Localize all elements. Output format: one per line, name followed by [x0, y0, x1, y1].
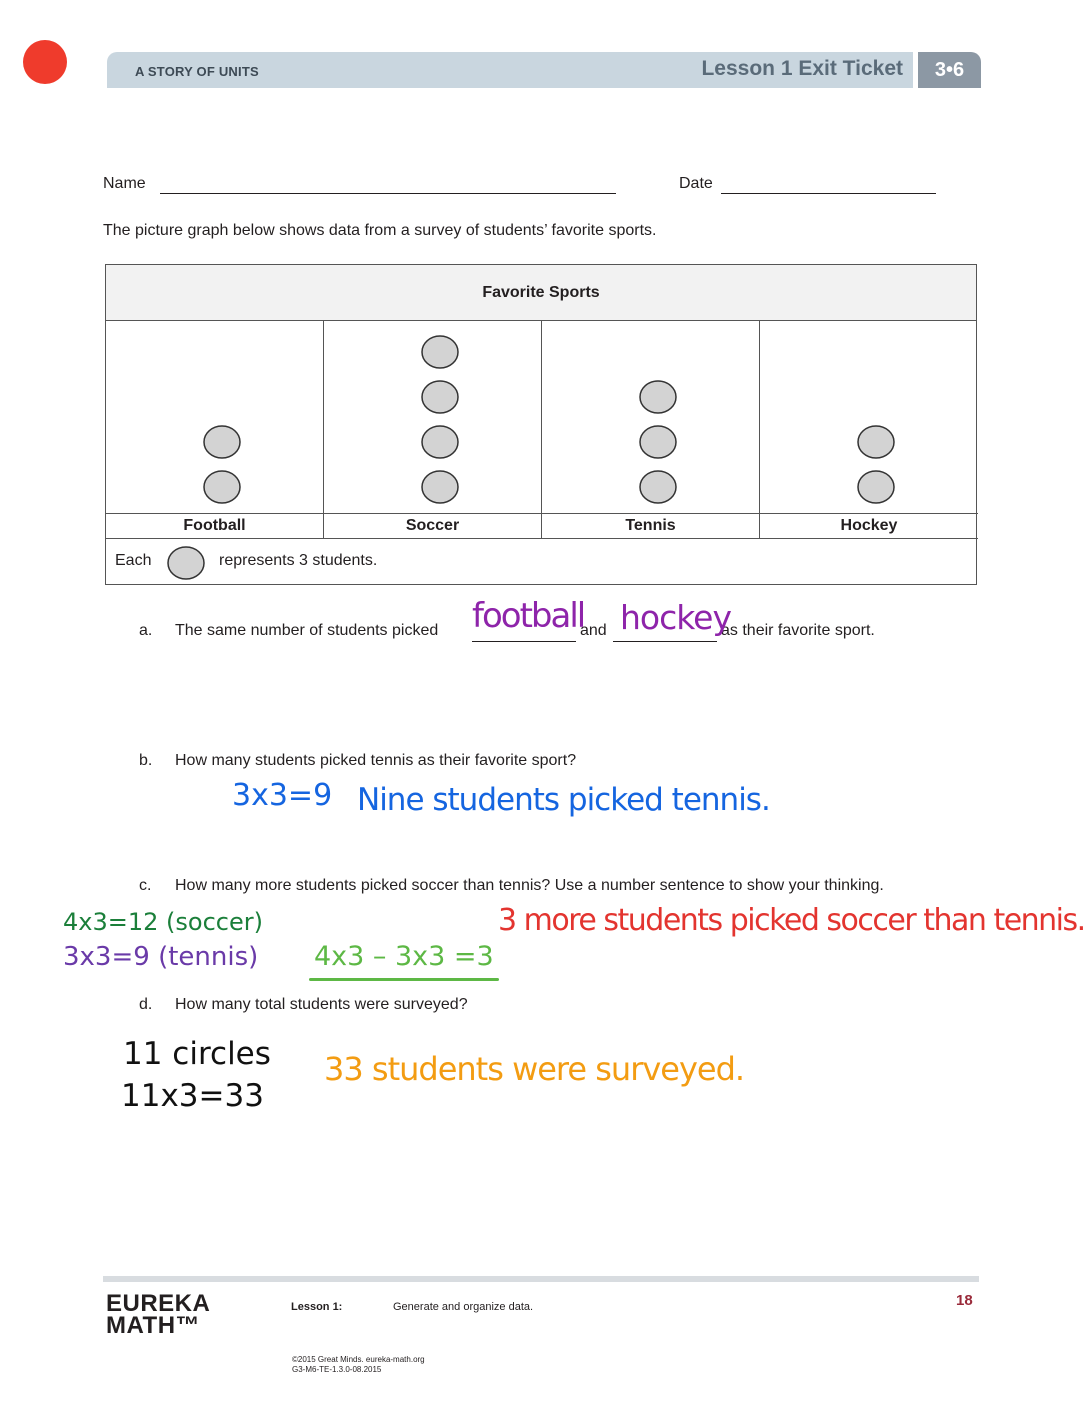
- category-label-hockey: Hockey: [760, 513, 978, 539]
- name-field[interactable]: [160, 193, 616, 194]
- red-dot-marker: [23, 40, 67, 84]
- pictograph-soccer: [324, 321, 542, 513]
- key-represents-label: represents 3 students.: [219, 552, 378, 569]
- tennis-circle-1: [640, 471, 676, 503]
- footer-lesson-label: Lesson 1:: [291, 1301, 343, 1313]
- hockey-circle-1: [858, 471, 894, 503]
- handwritten-underline: [309, 978, 499, 981]
- graph-column-tennis: [542, 321, 760, 539]
- logo-line-2: MATH™: [106, 1312, 201, 1339]
- football-circle-1: [204, 471, 240, 503]
- handwritten-d-work-2: 11x3=33: [121, 1078, 264, 1114]
- grade-module-badge: 3•6: [918, 52, 981, 88]
- graph-key: [106, 539, 976, 585]
- answer-a-blank-2[interactable]: [613, 641, 717, 642]
- soccer-circle-3: [422, 381, 458, 413]
- handwritten-d-answer: 33 students were surveyed.: [324, 1050, 745, 1088]
- key-circle-icon: [166, 545, 208, 581]
- handwritten-c-soccer: 4x3=12 (soccer): [63, 908, 263, 936]
- footer-rule: [103, 1276, 979, 1282]
- question-a-part2: and: [580, 622, 607, 639]
- date-field[interactable]: [721, 193, 936, 194]
- key-each-label: Each: [115, 552, 152, 569]
- question-a-letter: a.: [139, 622, 153, 639]
- handwritten-d-work-1: 11 circles: [123, 1036, 271, 1072]
- tennis-circle-3: [640, 381, 676, 413]
- graph-column-football: [106, 321, 324, 539]
- copyright-line-1: ©2015 Great Minds. eureka-math.org: [292, 1355, 425, 1364]
- picture-graph: [105, 264, 977, 585]
- handwritten-c-number-sentence: 4x3 – 3x3 =3: [314, 941, 494, 972]
- logo-line-1: EUREKA: [106, 1290, 211, 1317]
- handwritten-b-answer: Nine students picked tennis.: [357, 782, 770, 818]
- page-number: 18: [956, 1292, 973, 1309]
- football-circle-2: [204, 426, 240, 458]
- series-label: A STORY OF UNITS: [135, 64, 259, 79]
- question-a-part1: The same number of students picked: [175, 622, 439, 639]
- pictograph-tennis: [542, 321, 760, 513]
- soccer-circle-1: [422, 471, 458, 503]
- question-d-letter: d.: [139, 996, 153, 1013]
- copyright: [292, 1355, 425, 1375]
- question-b-letter: b.: [139, 752, 153, 769]
- question-b-text: How many students picked tennis as their favorite sport?: [175, 752, 577, 769]
- graph-title: Favorite Sports: [106, 265, 976, 321]
- soccer-circle-2: [422, 426, 458, 458]
- name-label: Name: [103, 175, 146, 192]
- tennis-circle-2: [640, 426, 676, 458]
- question-a-part3: as their favorite sport.: [721, 622, 875, 639]
- category-label-football: Football: [106, 513, 323, 539]
- handwritten-c-tennis: 3x3=9 (tennis): [63, 942, 259, 972]
- pictograph-hockey: [760, 321, 978, 513]
- date-label: Date: [679, 175, 713, 192]
- handwritten-answer-hockey: hockey: [620, 598, 732, 637]
- handwritten-c-answer: 3 more students picked soccer than tennis.: [498, 903, 1085, 938]
- header-band: [107, 52, 913, 88]
- answer-a-blank-1[interactable]: [472, 641, 576, 642]
- lesson-title: Lesson 1 Exit Ticket: [701, 57, 903, 80]
- graph-column-hockey: [760, 321, 978, 539]
- question-d-text: How many total students were surveyed?: [175, 996, 468, 1013]
- handwritten-b-work: 3x3=9: [232, 778, 333, 813]
- soccer-circle-4: [422, 336, 458, 368]
- hockey-circle-2: [858, 426, 894, 458]
- intro-text: The picture graph below shows data from a survey of students’ favorite sports.: [103, 222, 657, 239]
- eureka-math-logo: [106, 1290, 211, 1339]
- graph-column-soccer: [324, 321, 542, 539]
- footer-lesson-description: Generate and organize data.: [393, 1301, 534, 1313]
- question-c-letter: c.: [139, 877, 152, 894]
- pictograph-football: [106, 321, 324, 513]
- category-label-tennis: Tennis: [542, 513, 759, 539]
- question-c-text: How many more students picked soccer than tennis? Use a number sentence to show your thinking.: [175, 877, 884, 894]
- handwritten-answer-football: football: [472, 596, 585, 636]
- copyright-line-2: G3-M6-TE-1.3.0-08.2015: [292, 1365, 382, 1374]
- category-label-soccer: Soccer: [324, 513, 541, 539]
